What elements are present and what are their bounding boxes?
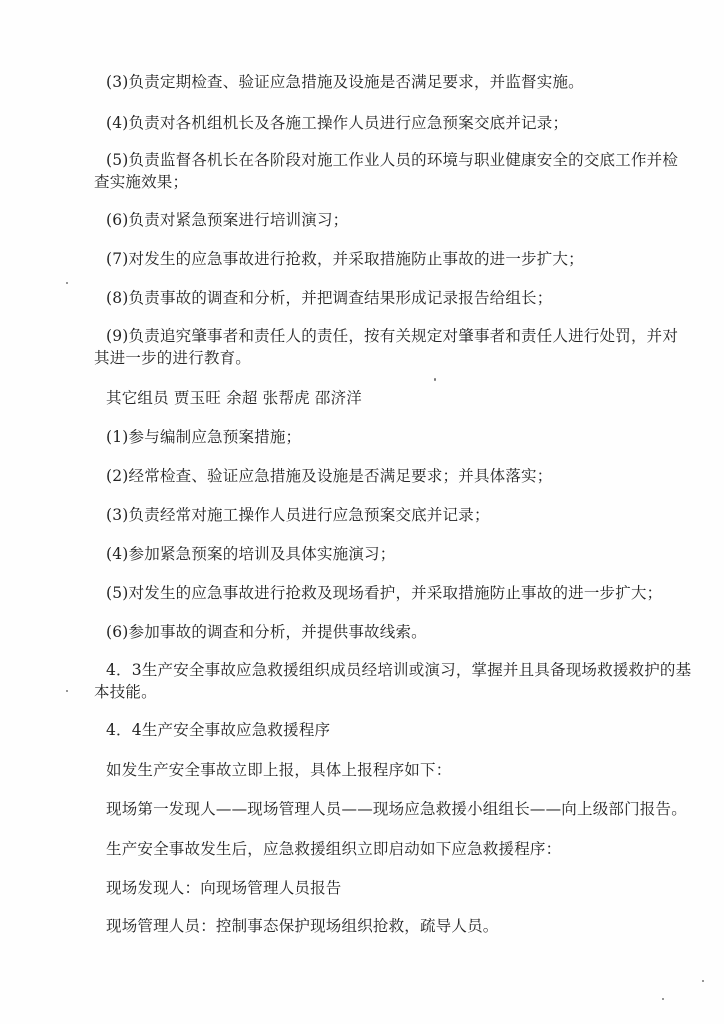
paragraph-continuation-line: 其进一步的进行教育。	[94, 349, 252, 367]
paragraph-line: (3)负责定期检查、验证应急措施及设施是否满足要求，并监督实施。	[106, 73, 584, 91]
paragraph-line: 4．4生产安全事故应急救援程序	[106, 721, 331, 739]
paragraph-line: (6)负责对紧急预案进行培训演习；	[106, 211, 349, 229]
paragraph-line: (4)参加紧急预案的培训及具体实施演习；	[106, 545, 396, 563]
paragraph-line: 现场第一发现人——现场管理人员——现场应急救援小组组长——向上级部门报告。	[106, 800, 687, 818]
paragraph-line: 4．3生产安全事故应急救援组织成员经培训或演习，掌握并且具备现场救援救护的基	[106, 661, 692, 679]
paragraph-line: (4)负责对各机组机长及各施工操作人员进行应急预案交底并记录；	[106, 114, 569, 132]
paragraph-line: (8)负责事故的调查和分析，并把调查结果形成记录报告给组长；	[106, 289, 553, 307]
scan-speck	[434, 378, 436, 381]
paragraph-line: 如发生产安全事故立即上报，具体上报程序如下：	[106, 761, 452, 779]
scan-speck	[662, 998, 664, 1000]
paragraph-line: (1)参与编制应急预案措施；	[106, 428, 302, 446]
paragraph-line: (9)负责追究肇事者和责任人的责任，按有关规定对肇事者和责任人进行处罚，并对	[106, 327, 679, 345]
paragraph-continuation-line: 本技能。	[94, 683, 157, 701]
paragraph-line: (3)负责经常对施工操作人员进行应急预案交底并记录；	[106, 506, 490, 524]
paragraph-line: 现场管理人员：控制事态保护现场组织抢救，疏导人员。	[106, 917, 499, 935]
paragraph-line: (6)参加事故的调查和分析，并提供事故线索。	[106, 623, 427, 641]
paragraph-line: (5)对发生的应急事故进行抢救及现场看护，并采取措施防止事故的进一步扩大；	[106, 584, 663, 602]
paragraph-continuation-line: 查实施效果；	[94, 173, 189, 191]
scan-speck	[66, 690, 68, 692]
paragraph-line: 生产安全事故发生后，应急救援组织立即启动如下应急救援程序：	[106, 840, 562, 858]
paragraph-line: (7)对发生的应急事故进行抢救，并采取措施防止事故的进一步扩大；	[106, 250, 584, 268]
scan-speck	[66, 282, 68, 284]
paragraph-line: (5)负责监督各机长在各阶段对施工作业人员的环境与职业健康安全的交底工作并检	[106, 151, 679, 169]
paragraph-line: (2)经常检查、验证应急措施及设施是否满足要求；并具体落实；	[106, 467, 553, 485]
scan-speck	[702, 980, 704, 982]
paragraph-line: 其它组员 贾玉旺 余超 张帮虎 邵济洋	[106, 389, 363, 407]
paragraph-line: 现场发现人：向现场管理人员报告	[106, 879, 342, 897]
